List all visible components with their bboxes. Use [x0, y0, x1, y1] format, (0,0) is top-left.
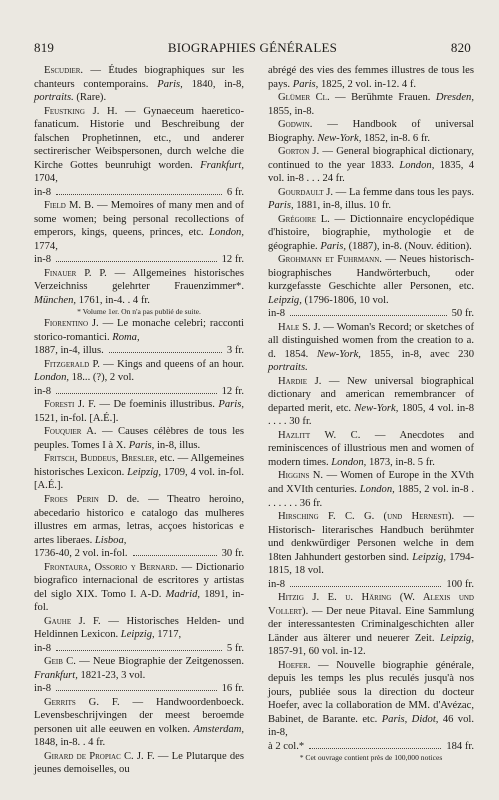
entry-details: 1521, in-fol. [A.É.].	[34, 412, 119, 424]
entry-price: 3 fr.	[226, 345, 244, 357]
dot-leader	[109, 344, 222, 353]
footnote: * Cet ouvrage contient près de 100,000 notices	[299, 753, 443, 763]
entry-author: Grohmann et Fuhrmann.	[278, 254, 382, 266]
entry-place: New-York,	[354, 402, 399, 414]
entry-details: 1855, in-8, avec 230	[360, 348, 475, 360]
entry-format: in-8	[34, 642, 52, 654]
entry-text: — Nouvelle biographie générale, depuis les temps les plus reculés jusqu'à nos jours, publiée sous la direction du docteur Hoefer, avec la collaboration de MM. d'Avézac, Babinet, de Barante. etc.	[268, 659, 474, 725]
entry-text: — Gynaeceum haeretico-fanaticum. Historie und Beschreibung der falschen Prophetinnen, etc., und anderer sectirerischer Weibspersonen, durch welche die Kirche Gottes beunruhigt worden.	[34, 105, 244, 171]
entry-author: Froes Perin D.	[44, 493, 118, 505]
bibliography-entry	[34, 425, 244, 452]
entry-details: 18... (?), 2 vol.	[69, 372, 135, 384]
entry-price-line	[34, 385, 244, 399]
entry-format: à 2 col.*	[268, 740, 305, 752]
entry-details: (Rare).	[73, 92, 107, 104]
entry-author: Godwin.	[278, 119, 313, 131]
entry-text: — Historisch- literarisches Handbuch berühmter und denkwürdiger Personen welche in dem 18ten Jahhundert gestorben sind.	[268, 511, 474, 563]
entry-author: Gorton J.	[278, 146, 320, 158]
entry-text: — New universal biographical dictionary and american remembrancer of departed merit, etc.	[268, 375, 474, 414]
entry-text: — Le Plutarque des jeunes demoiselles, ou	[34, 750, 244, 776]
entry-place: Leipzig,	[127, 466, 161, 478]
entry-author: Gerrits G. F.	[44, 696, 120, 708]
bibliography-entry	[268, 186, 474, 213]
bibliography-entry	[34, 561, 244, 615]
entry-place: New-York,	[317, 132, 362, 144]
entry-author: Glümer Cl.	[278, 92, 330, 104]
bibliography-entry	[268, 510, 474, 578]
entry-price-line	[34, 682, 244, 696]
entry-text: — Neue Biographie der Zeitgenossen.	[75, 656, 244, 668]
dot-leader	[56, 253, 217, 262]
entry-format: 1736-40, 2 vol. in-fol.	[34, 548, 128, 560]
entry-format: in-8	[268, 308, 286, 320]
entry-text: — Allgemeines historisches Verzeichniss gelehrter Frauenzimmer*.	[34, 267, 244, 293]
entry-details: 1881, in-8, illus. 10 fr.	[293, 200, 392, 212]
bibliography-entry	[34, 655, 244, 682]
entry-author: Escudier.	[44, 65, 84, 76]
entry-place: Paris,	[320, 240, 346, 252]
entry-author: Fritsch, Buddeus, Bresler,	[44, 453, 157, 465]
dot-leader	[56, 642, 222, 651]
entry-place: Madrid,	[165, 588, 201, 600]
entry-author: Grégoire L.	[278, 213, 330, 225]
entry-details: 1885, 2 vol. in-8 . . . . . . . 36 fr.	[268, 483, 474, 509]
entry-text: — De foeminis illustribus.	[95, 399, 219, 411]
entry-text: — Neues historisch- biographisches Handwörterbuch, oder kurzgefasste Geschichte aller Personen, etc.	[268, 254, 474, 293]
entry-place: London,	[34, 372, 70, 384]
entry-place: London,	[208, 227, 244, 239]
entry-author: Gauhe J. F.	[44, 615, 101, 627]
entry-author: Foresti J. F.	[44, 399, 96, 411]
entry-text: de. — Theatro heroino, abecedario historico e catalogo das mulheres illustres em armas, letras, acçoes historicas e artes liberaes.	[34, 493, 244, 546]
bibliography-entry	[268, 321, 474, 375]
bibliography-entry	[34, 493, 244, 547]
entry-details: 1873, in-8. 5 fr.	[366, 456, 435, 468]
entry-text: — Le monache celebri; racconti storico-romantici.	[34, 318, 245, 343]
entry-place: London,	[359, 483, 395, 495]
entry-details: in-8, illus.	[154, 439, 201, 451]
entry-author: Girard de Propiac C. J. F.	[44, 750, 155, 762]
bibliography-entry	[268, 118, 474, 145]
entry-place: Roma,	[112, 331, 140, 343]
entry-details: 1821-23, 3 vol.	[77, 669, 146, 681]
entry-place: Leipzig,	[440, 632, 474, 644]
entry-author: Frontaura, Ossorio y Bernard.	[44, 561, 178, 573]
running-title: BIOGRAPHIES GÉNÉRALES	[167, 40, 338, 55]
entry-details: 1709, 4 vol. in-fol. [A.É.].	[34, 466, 244, 492]
entry-text: etc. — Allgemeines historisches Lexicon.	[34, 453, 244, 478]
entry-place: Paris,	[268, 200, 294, 212]
entry-details: 1704,	[34, 173, 58, 185]
page-header	[34, 40, 471, 56]
entry-details: 1852, in-8. 6 fr.	[361, 132, 430, 144]
bibliography-entry	[268, 375, 474, 429]
entry-details: 1761, in-4. . 4 fr.	[76, 294, 150, 306]
entry-details: (1887), in-8. (Nouv. édition).	[345, 240, 472, 252]
entry-format: 1887, in-4, illus.	[34, 345, 104, 357]
bibliography-entry	[34, 750, 244, 777]
footnote: * Volume 1er. On n'a pas publié de suite.	[77, 307, 201, 317]
bibliography-entry	[268, 64, 474, 91]
entry-place: Frankfurt,	[200, 159, 244, 171]
entry-place: Lisboa,	[94, 534, 127, 546]
entry-details: 46 vol. in-8,	[268, 713, 474, 739]
entry-details: 1840, in-8,	[182, 78, 244, 90]
bibliography-entry	[34, 452, 244, 493]
entry-price: 184 fr.	[446, 740, 474, 752]
dot-leader	[290, 307, 447, 316]
entry-format: in-8	[34, 683, 52, 695]
page-number-right: 820	[450, 40, 471, 55]
bibliography-entry	[268, 659, 474, 740]
entry-author: Hale S. J.	[278, 321, 321, 333]
entry-price-line	[34, 642, 244, 656]
entry-details: 1835, 4 vol. in-8 . . . 24 fr.	[268, 159, 474, 185]
dot-leader	[56, 682, 217, 691]
entry-price-line	[34, 186, 244, 200]
entry-details: 1891, in-fol.	[34, 588, 244, 614]
entry-price: 100 fr.	[446, 578, 474, 590]
entry-place: Paris, Didot,	[381, 713, 439, 725]
entry-format: in-8	[34, 254, 52, 266]
dot-leader	[56, 385, 217, 394]
entry-place: Frankfurt,	[34, 669, 78, 681]
entry-place: Paris,	[292, 78, 319, 90]
entry-author: Field M. B.	[44, 200, 94, 212]
entry-text: — Handwoordenboeck. Levensbeschrijvingen der meest beroemde personen uit alle eeuwen en volken.	[34, 696, 244, 735]
entry-author: Higgins N.	[278, 470, 324, 482]
entry-author: Hirsching F. C. G. (und Hernesti).	[278, 511, 455, 523]
entry-price-line	[268, 740, 474, 754]
entry-text: — Woman's Record; or sketches of all distinguished women from the creation to a. d. 1854.	[268, 321, 474, 360]
entry-text: — Historisches Helden- und Heldinnen Lexicon.	[34, 615, 244, 641]
entry-author: Finauer P. P.	[44, 267, 107, 279]
entry-details: 1794-1815, 18 vol.	[268, 551, 474, 577]
entry-price-line	[34, 547, 244, 561]
entry-format: in-8	[34, 186, 52, 198]
entry-details: (1796-1806, 10 vol.	[301, 294, 389, 306]
entry-place: London,	[399, 159, 435, 171]
entry-price: 16 fr.	[221, 683, 244, 695]
entry-text: — Memoires of many men and of some women; being personal recollections of emperors, kings, queens, princes, etc.	[34, 200, 244, 239]
entry-text: — La femme dans tous les pays.	[332, 186, 474, 198]
entry-text: — General biographical dictionary, continued to the year 1833.	[268, 146, 474, 171]
entry-place: Leipzig,	[120, 629, 155, 641]
entry-place: Paris,	[218, 399, 244, 411]
entry-price-line	[34, 253, 244, 267]
entry-details: 1825, 2 vol. in-12. 4 f.	[318, 78, 417, 90]
entry-author: Feustking J. H.	[44, 105, 118, 117]
entry-place: Paris,	[157, 78, 183, 90]
entry-author: Geib C.	[44, 656, 76, 668]
right-column	[268, 64, 474, 763]
entry-details: 1848, in-8. . 4 fr.	[34, 737, 106, 749]
bibliography-entry	[268, 253, 474, 307]
dot-leader	[133, 547, 217, 556]
entry-price: 12 fr.	[221, 385, 244, 397]
entry-text: — Handbook of universal Biography.	[268, 119, 474, 144]
entry-format: in-8	[268, 578, 286, 590]
entry-place: München,	[34, 294, 77, 306]
entry-author: Fitzgerald P.	[44, 358, 100, 370]
entry-place: London,	[331, 456, 367, 468]
entry-author: Gourdault J.	[278, 186, 333, 198]
left-column	[34, 64, 244, 777]
entry-text: abrégé des vies des femmes illustres de tous les pays.	[268, 65, 474, 90]
entry-price: 30 fr.	[221, 548, 244, 560]
entry-place: Paris,	[128, 439, 155, 451]
entry-price: 12 fr.	[221, 254, 244, 266]
bibliography-entry	[34, 696, 244, 750]
entry-price-line	[34, 344, 244, 358]
entry-price: 6 fr.	[226, 186, 244, 198]
entry-text: — Études biographiques sur les chanteurs contemporains.	[34, 65, 244, 90]
entry-text: — Der neue Pitaval. Eine Sammlung der interessantesten Criminalgeschichten aller Länder aus älterer und neuerer Zeit.	[268, 605, 474, 644]
entry-text: — Anecdotes and reminiscences of illustrious men and women of modern times.	[268, 429, 474, 468]
dot-leader	[290, 578, 441, 587]
bibliography-entry	[34, 199, 244, 253]
bibliography-entry	[34, 615, 244, 642]
entry-details: 1805, 4 vol. in-8 . . . . 30 fr.	[268, 402, 474, 428]
entry-author: Fouquier A.	[44, 426, 97, 438]
entry-place: Leipzig,	[268, 294, 302, 306]
bibliography-entry	[34, 64, 244, 105]
entry-price: 50 fr.	[451, 308, 474, 320]
bibliography-entry	[34, 105, 244, 186]
entry-details: 1857-91, 60 vol. in-12.	[268, 646, 366, 658]
entry-price-line	[268, 307, 474, 321]
entry-place: Dresden,	[435, 92, 474, 104]
entry-place: New-York,	[316, 348, 361, 360]
bibliography-entry	[34, 398, 244, 425]
entry-details-italic: portraits.	[268, 362, 308, 374]
entry-format: in-8	[34, 385, 52, 397]
bibliography-entry	[34, 358, 244, 385]
entry-price-line	[268, 578, 474, 592]
entry-text: — Dictionario biografico internacional de escritores y artistas del siglo XIX. Tomo I. A-D.	[34, 561, 244, 600]
bibliography-entry	[268, 429, 474, 470]
entry-place: Amsterdam,	[193, 723, 244, 735]
bibliography-entry	[34, 317, 244, 344]
entry-text: — Dictionnaire encyclopédique d'histoire, biographie, mythologie et de géographie.	[268, 213, 475, 252]
entry-text: — Berühmte Frauen.	[329, 92, 436, 104]
entry-author: Fiorentino J.	[44, 318, 99, 330]
dot-leader	[309, 740, 441, 749]
bibliography-entry	[268, 145, 474, 186]
entry-details: 1774,	[34, 240, 58, 252]
entry-details: 1855, in-8.	[268, 105, 315, 117]
entry-details-italic: portraits.	[34, 92, 74, 104]
bibliography-entry	[268, 213, 474, 254]
bibliography-entry	[268, 91, 474, 118]
entry-author: Hitzig J. E. u. Häring (W. Alexis und Vollert).	[268, 592, 474, 617]
entry-text: — Kings and queens of an hour.	[99, 358, 244, 370]
bibliography-entry	[268, 469, 474, 510]
dot-leader	[56, 186, 222, 195]
bibliography-entry	[268, 591, 474, 659]
entry-author: Hardie J.	[278, 375, 322, 387]
page-number-left: 819	[34, 40, 55, 55]
entry-text: — Women of Europe in the XVth and XVIth centuries.	[268, 470, 474, 495]
entry-text: — Causes célèbres de tous les peuples. Tomes I à X.	[34, 426, 244, 451]
entry-author: Hoefer.	[278, 659, 311, 671]
entry-place: Leipzig,	[412, 551, 447, 563]
bibliography-entry	[34, 267, 244, 308]
entry-details: 1717,	[154, 629, 182, 641]
entry-author: Hazlitt W. C.	[278, 429, 361, 441]
entry-price: 5 fr.	[226, 642, 244, 654]
